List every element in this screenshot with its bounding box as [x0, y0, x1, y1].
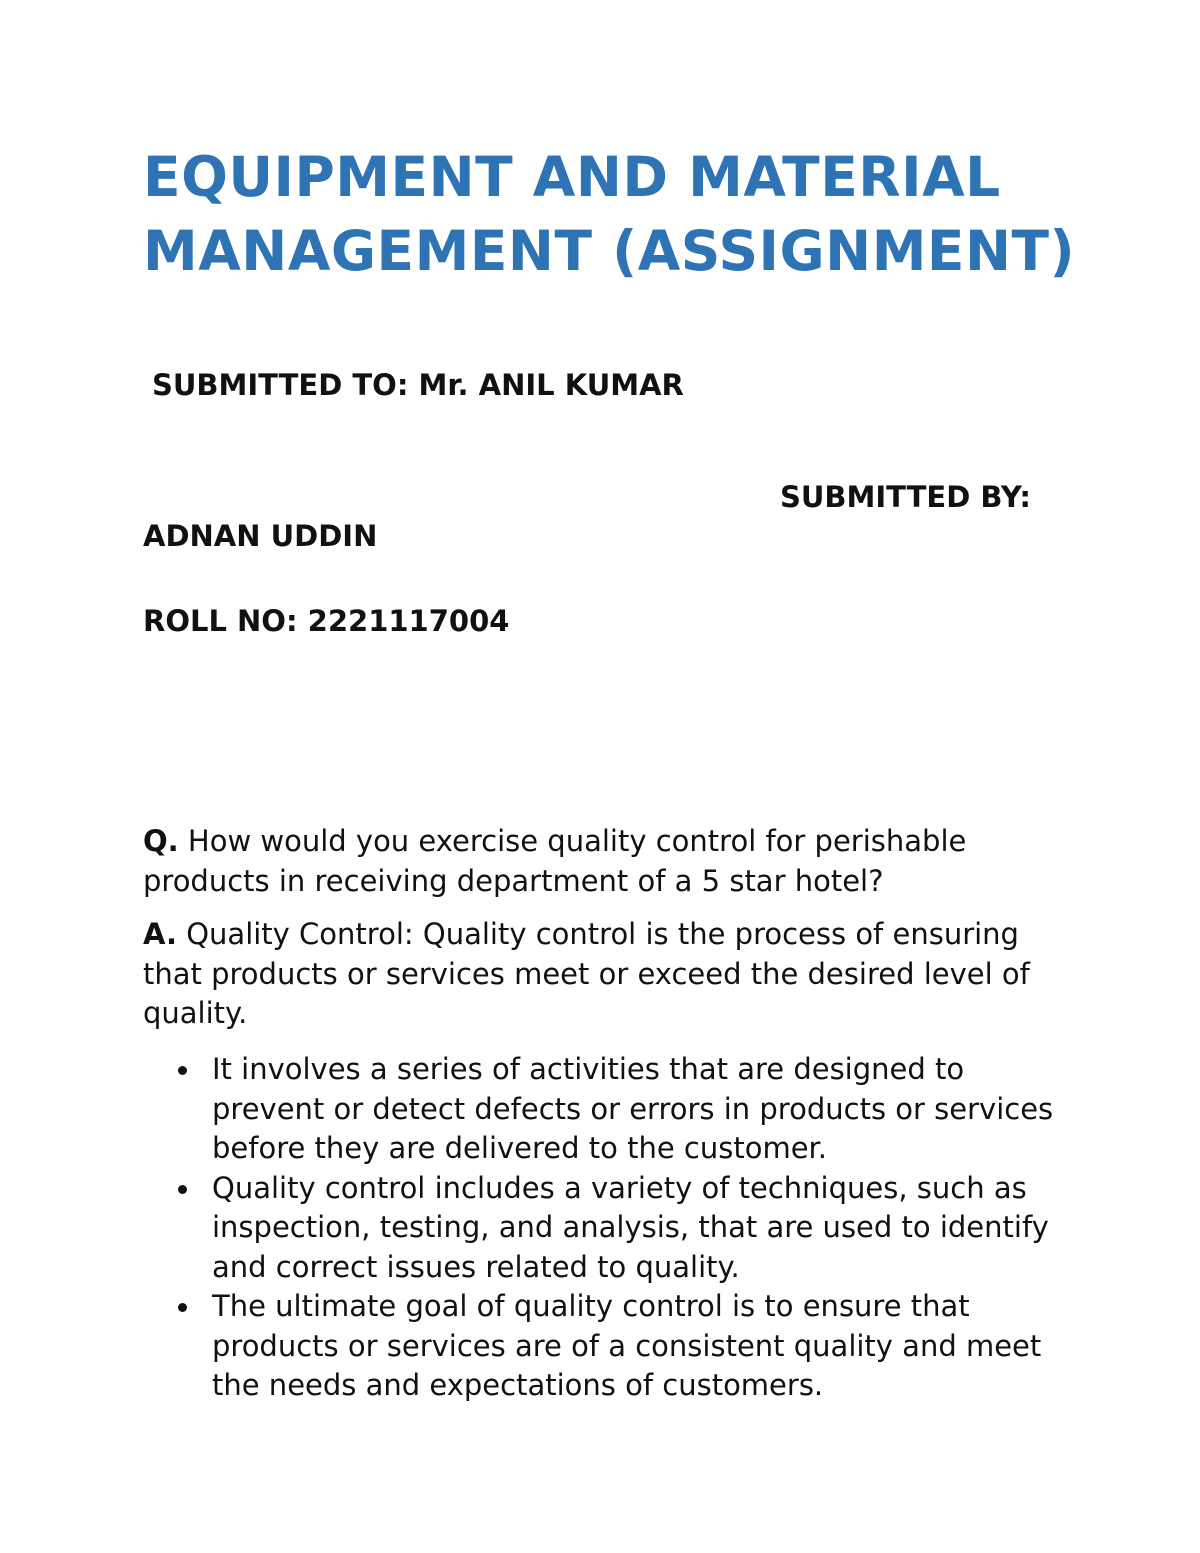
document-title: EQUIPMENT AND MATERIAL MANAGEMENT (ASSIGNMENT)	[143, 145, 1076, 283]
bullet-text: It involves a series of activities that are designed to prevent or detect defects or errors in products or services before they are delivered to the customer.	[212, 1052, 1054, 1165]
question-paragraph	[143, 822, 1063, 901]
bullet-text: Quality control includes a variety of techniques, such as inspection, testing, and analysis, that are used to identify and correct issues related to quality.	[212, 1170, 1049, 1284]
bullet-dot-icon	[178, 1066, 187, 1075]
bullet-text: The ultimate goal of quality control is to ensure that products or services are of a consistent quality and meet the needs and expectations of customers.	[212, 1289, 1042, 1402]
answer-text: Quality Control: Quality control is the process of ensuring that products or services meet or exceed the desired level of quality.	[143, 917, 1030, 1030]
bullet-dot-icon	[178, 1185, 187, 1194]
student-name: ADNAN UDDIN	[143, 519, 378, 553]
answer-marker: A.	[143, 917, 177, 951]
submitted-to-line: SUBMITTED TO: Mr. ANIL KUMAR	[152, 368, 684, 402]
submitted-by-label: SUBMITTED BY:	[780, 480, 1031, 514]
roll-number: ROLL NO: 2221117004	[143, 604, 510, 638]
bullet-item	[143, 1287, 1063, 1406]
question-marker: Q.	[143, 824, 179, 858]
question-text: How would you exercise quality control for perishable products in receiving department of a 5 star hotel?	[143, 824, 967, 898]
bullet-dot-icon	[178, 1303, 187, 1312]
answer-bullet-list	[143, 1050, 1063, 1406]
bullet-item	[143, 1050, 1063, 1169]
answer-paragraph	[143, 915, 1063, 1034]
bullet-item	[143, 1169, 1063, 1288]
